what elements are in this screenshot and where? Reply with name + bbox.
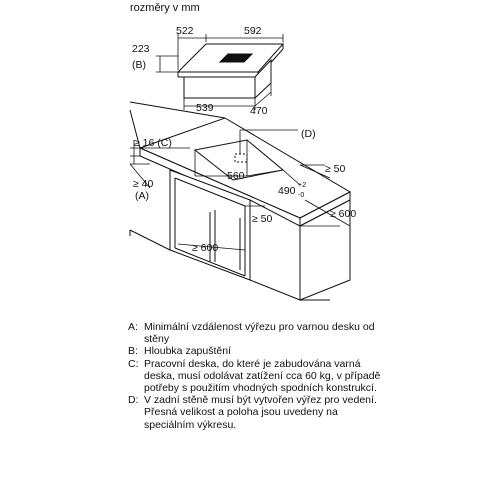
cabinet-cutout-depth-label: 490 [278, 185, 296, 197]
legend-item [128, 394, 388, 431]
units-label: rozměry v mm [130, 2, 200, 14]
cabinet-cutout-tol-plus-label: +2 [298, 182, 306, 189]
cabinet-key-c-label: ≥ 16 (C) [134, 137, 172, 149]
hob-height-label: 223 [132, 43, 150, 55]
legend [128, 321, 388, 431]
legend-item [128, 345, 388, 357]
legend-key: A: [128, 321, 138, 333]
hob-height-key-label: (B) [132, 59, 146, 71]
legend-text: V zadní stěně musí být vytvořen výřez pro vedení. Přesná velikost a poloha jsou uvedeny na speciálním výkresu. [144, 394, 377, 431]
cabinet-cutout-width-label: 560 [227, 170, 245, 182]
cabinet-min-side-label: ≥ 50 [252, 213, 273, 225]
legend-text: Pracovní deska, do které je zabudována varná deska, musí odolávat zatížení cca 60 kg, v případě potřeby s použitím vhodných spodních konstrukcí. [144, 357, 381, 395]
legend-item [128, 321, 388, 345]
hob-width-front-label: 539 [196, 102, 214, 114]
legend-text: Hloubka zapuštění [144, 345, 231, 358]
cabinet-min-inner-width-label: ≥ 600 [192, 242, 219, 254]
legend-key: C: [128, 357, 139, 370]
legend-key: D: [128, 394, 139, 407]
hob-width-total-label: 592 [244, 25, 262, 37]
cabinet-min-back-label: ≥ 50 [325, 163, 346, 175]
cabinet-cutout-tol-minus-label: -0 [298, 192, 305, 199]
cabinet-key-a-label: (A) [135, 190, 149, 202]
cabinet-min-depth-label: ≥ 600 [330, 208, 357, 220]
hob-width-top-label: 522 [176, 25, 194, 37]
cabinet-min-left-label: ≥ 40 [133, 178, 154, 190]
cabinet-key-d-label: (D) [301, 128, 316, 140]
hob-drawing [178, 44, 283, 98]
hob-depth-label: 470 [250, 105, 268, 117]
legend-key: B: [128, 345, 138, 358]
legend-text: Minimální vzdálenost výřezu pro varnou desku od stěny [144, 321, 375, 346]
legend-item [128, 358, 388, 395]
